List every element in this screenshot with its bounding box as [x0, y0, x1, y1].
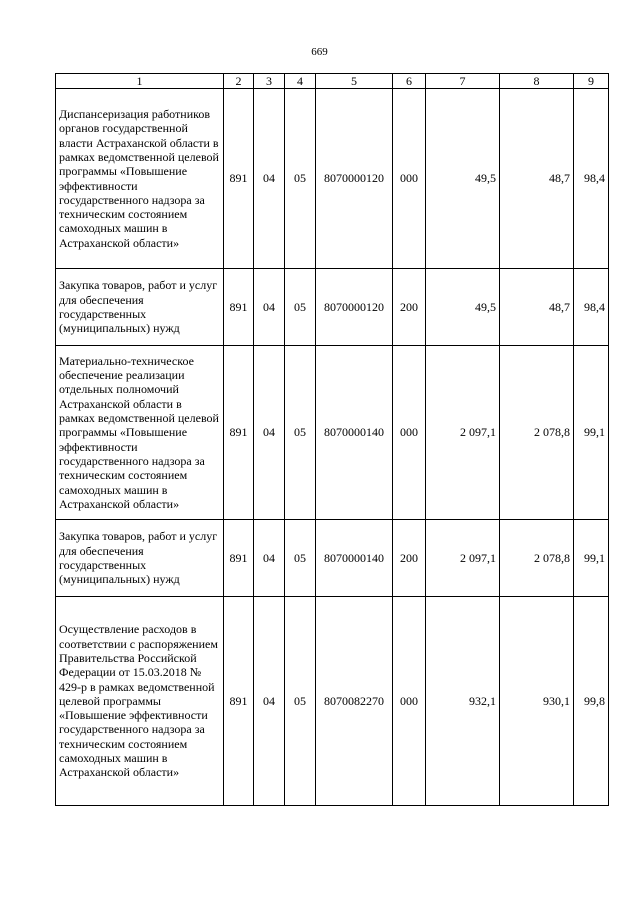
cell-planned: 49,5: [426, 89, 500, 269]
row-description: Материально-техническое обеспечение реализации отдельных полномочий Астраханской области в рамках ведомственной целевой программы «Повышение эффективности государственного надзора за техническим состоянием самоходных машин в Астраханской области»: [56, 346, 224, 520]
column-header-3: 3: [254, 74, 285, 89]
cell-section: 04: [254, 597, 285, 806]
cell-expense-type: 000: [393, 346, 426, 520]
cell-expense-type: 200: [393, 520, 426, 597]
table-row: [56, 269, 609, 346]
cell-expense-type: 200: [393, 269, 426, 346]
row-description: Осуществление расходов в соответствии с распоряжением Правительства Российской Федерации от 15.03.2018 № 429-р в рамках ведомственной целевой программы «Повышение эффективности государственного надзора за техническим состоянием самоходных машин в Астраханской области»: [56, 597, 224, 806]
cell-planned: 932,1: [426, 597, 500, 806]
column-header-8: 8: [500, 74, 574, 89]
column-header-6: 6: [393, 74, 426, 89]
column-header-9: 9: [574, 74, 609, 89]
cell-percent: 99,1: [574, 520, 609, 597]
column-header-2: 2: [224, 74, 254, 89]
cell-target-article: 8070000140: [316, 520, 393, 597]
budget-table: [55, 73, 609, 806]
row-description: Закупка товаров, работ и услуг для обеспечения государственных (муниципальных) нужд: [56, 269, 224, 346]
column-header-1: 1: [56, 74, 224, 89]
cell-executed: 48,7: [500, 269, 574, 346]
page-number: 669: [311, 46, 328, 58]
cell-target-article: 8070000120: [316, 269, 393, 346]
cell-section: 04: [254, 346, 285, 520]
column-header-5: 5: [316, 74, 393, 89]
table-row: [56, 597, 609, 806]
cell-section: 04: [254, 520, 285, 597]
cell-executed: 930,1: [500, 597, 574, 806]
cell-percent: 98,4: [574, 269, 609, 346]
cell-planned: 49,5: [426, 269, 500, 346]
cell-ministry-code: 891: [224, 346, 254, 520]
cell-target-article: 8070000120: [316, 89, 393, 269]
cell-section: 04: [254, 269, 285, 346]
row-description: Диспансеризация работников органов государственной власти Астраханской области в рамках ведомственной целевой программы «Повышение эффективности государственного надзора за техническим состоянием самоходных машин в Астраханской области»: [56, 89, 224, 269]
column-header-7: 7: [426, 74, 500, 89]
cell-ministry-code: 891: [224, 520, 254, 597]
cell-subsection: 05: [285, 597, 316, 806]
cell-subsection: 05: [285, 269, 316, 346]
cell-planned: 2 097,1: [426, 346, 500, 520]
table-row: [56, 520, 609, 597]
cell-ministry-code: 891: [224, 89, 254, 269]
cell-section: 04: [254, 89, 285, 269]
cell-executed: 2 078,8: [500, 346, 574, 520]
cell-target-article: 8070000140: [316, 346, 393, 520]
cell-expense-type: 000: [393, 597, 426, 806]
cell-subsection: 05: [285, 520, 316, 597]
cell-percent: 99,1: [574, 346, 609, 520]
cell-percent: 98,4: [574, 89, 609, 269]
cell-percent: 99,8: [574, 597, 609, 806]
cell-executed: 2 078,8: [500, 520, 574, 597]
cell-planned: 2 097,1: [426, 520, 500, 597]
cell-expense-type: 000: [393, 89, 426, 269]
header-row: [56, 74, 609, 89]
row-description: Закупка товаров, работ и услуг для обеспечения государственных (муниципальных) нужд: [56, 520, 224, 597]
table-row: [56, 346, 609, 520]
cell-subsection: 05: [285, 346, 316, 520]
cell-subsection: 05: [285, 89, 316, 269]
table-row: [56, 89, 609, 269]
cell-ministry-code: 891: [224, 597, 254, 806]
cell-executed: 48,7: [500, 89, 574, 269]
cell-ministry-code: 891: [224, 269, 254, 346]
column-header-4: 4: [285, 74, 316, 89]
cell-target-article: 8070082270: [316, 597, 393, 806]
